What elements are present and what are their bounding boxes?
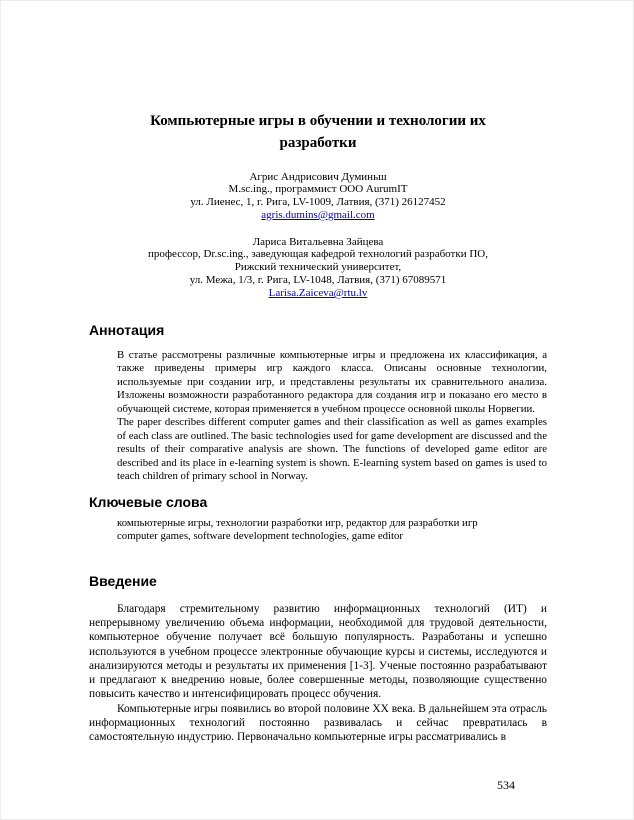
author-2-name: Лариса Витальевна Зайцева [252,235,384,248]
introduction-paragraph-2: Компьютерные игры появились во второй половине XX века. В дальнейшем эта отрасль информационных технологий постоянно развивалась и сейчас превратилась в самостоятельную индустрию. Первоначально компьютерные игры рассматривались в [89,702,547,743]
author-1-email-line [89,209,547,222]
keywords-line-ru: компьютерные игры, технологии разработки игр, редактор для разработки игр [117,516,478,529]
author-1-address: ул. Лиенес, 1, г. Рига, LV-1009, Латвия, (371) 26127452 [190,196,446,209]
author-2-email-link[interactable]: Larisa.Zaiceva@rtu.lv [268,286,368,299]
abstract-paragraph-ru: В статье рассмотрены различные компьютерные игры и предложена их классификация, а также приведены примеры игр каждого класса. Описаны основные технологии, используемые при создании игр, и представлены результаты их сравнительного анализа. Изложены возможности разработанного редактора для создания игр и показано его место в обучающей системе, которая применяется в учебном процессе основной школы Норвегии. [117,348,547,415]
paper-title: Компьютерные игры в обучении и технологии их разработки [150,113,486,151]
author-1-email-link[interactable]: agris.dumins@gmail.com [261,208,375,221]
keywords-heading: Ключевые слова [89,493,208,510]
introduction-paragraph-1: Благодаря стремительному развитию информационных технологий (ИТ) и непрерывному увеличению объема информации, необходимой для трудовой деятельности, компьютерное обучение получает всё большую популярность. Разработаны и успешно используются в учебном процессе электронные обучающие курсы и системы, исследуются и анализируются методы и результаты их применения [1-3]. Ученые постоянно разрабатывают и предлагают к внедрению новые, более совершенные методы, позволяющие существенно повысить качество и интенсифицировать процесс обучения. [89,603,547,701]
author-2-role: профессор, Dr.sc.ing., заведующая кафедрой технологий разработки ПО, [148,248,488,261]
author-1-name: Агрис Андрисович Думиньш [249,170,387,183]
author-1-role: M.sc.ing., программист ООО AurumIT [228,183,408,196]
keywords-block [117,517,547,543]
author-2-email-line [89,287,547,300]
keywords-line-en: computer games, software development technologies, game editor [117,529,404,542]
abstract-block [117,349,547,484]
author-block-1 [89,171,547,222]
author-2-address: ул. Межа, 1/3, г. Рига, LV-1048, Латвия, (371) 67089571 [189,274,447,287]
page-content [89,111,547,744]
page-number: 534 [497,778,515,792]
abstract-heading: Аннотация [89,321,165,338]
abstract-paragraph-en: The paper describes different computer games and their classification as well as games examples of each class are outlined. The basic technologies used for game development are discussed and the results of their comparative analysis are shown. The functions of developed game editor are described and its place in e-learning system is shown. E-learning system based on games is used to teach children of primary school in Norway. [117,416,547,483]
introduction-heading: Введение [89,573,157,590]
author-block-2 [89,236,547,300]
author-2-university: Рижский технический университет, [234,261,402,274]
